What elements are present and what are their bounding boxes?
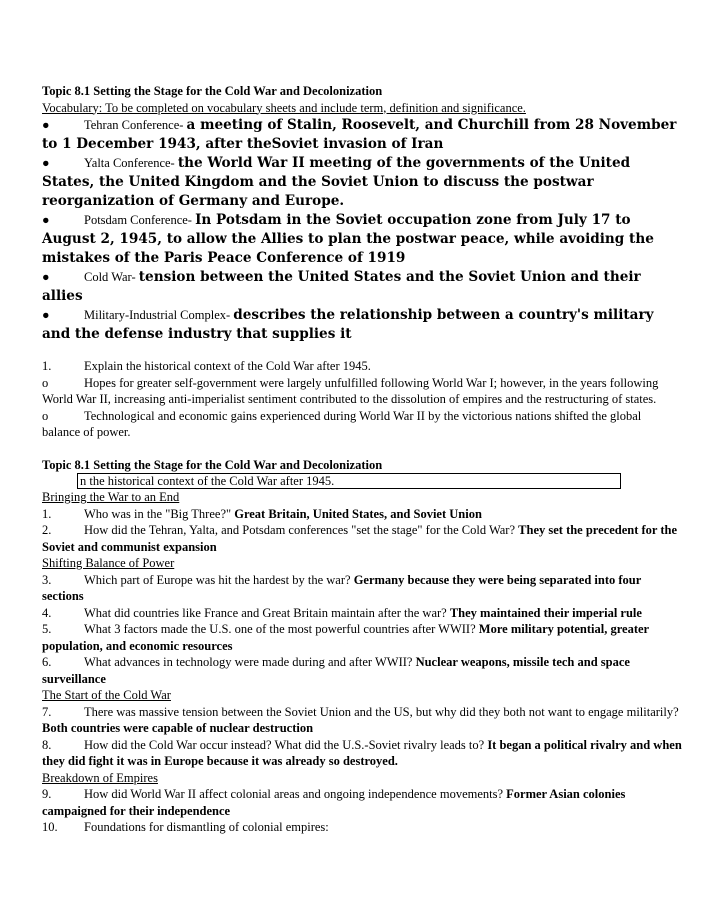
document-page (42, 83, 682, 836)
question-text: How did the Tehran, Yalta, and Potsdam conferences "set the stage" for the Cold War? (84, 523, 516, 537)
question-item (42, 522, 682, 555)
point-text: Hopes for greater self-government were largely unfulfilled following World War I; however, in the years following World War II, increasing anti-imperialist sentiment contributed to the dissolution of empires and the restructuring of states. (42, 375, 659, 406)
vocab-term: Tehran Conference- (84, 118, 184, 132)
vocab-answer: describes the relationship between a country's military and the defense industry that supplies it (42, 307, 654, 342)
question-item (42, 621, 682, 654)
answer-text: More military potential, greater population, and economic resources (42, 622, 649, 653)
question-item (42, 654, 682, 687)
question-text: What 3 factors made the U.S. one of the most powerful countries after WWII? (84, 622, 476, 636)
question-number: 2. (42, 523, 52, 537)
bullet: ● (42, 156, 50, 170)
question-number: 4. (42, 605, 52, 620)
vocab-item-yalta (42, 154, 682, 211)
vocab-term: Potsdam Conference- (84, 213, 192, 227)
point-mark: o (42, 408, 49, 423)
vocab-answer: tension between the United States and the Soviet Union and their allies (42, 269, 641, 304)
section-heading: Breakdown of Empires (42, 770, 158, 785)
question-item (42, 572, 682, 605)
question-text: How did the Cold War occur instead? What did the U.S.-Soviet rivalry leads to? (84, 737, 485, 752)
point-text: Technological and economic gains experienced during World War II by the victorious nations shifted the global balance of power. (42, 408, 642, 439)
question-text: How did World War II affect colonial areas and ongoing independence movements? (84, 787, 504, 801)
vocab-answer: a meeting of Stalin, Roosevelt, and Churchill from 28 November to 1 December 1943, after theSoviet invasion of Iran (42, 117, 677, 152)
vocab-answer: In Potsdam in the Soviet occupation zone from July 17 to August 2, 1945, to allow the Allies to plan the postwar peace, while avoiding the mistakes of the Paris Peace Conference of 1919 (42, 212, 654, 266)
boxed-context: n the historical context of the Cold War after 1945. (77, 473, 621, 489)
answer-text: Nuclear weapons, missile tech and space surveillance (42, 655, 630, 686)
answer-text: Germany because they were being separated into four sections (42, 572, 642, 603)
answer-text: Former Asian colonies campaigned for their independence (42, 787, 626, 818)
section-heading: The Start of the Cold War (42, 688, 171, 702)
question-number: 1. (42, 359, 52, 373)
vocab-answer: the World War II meeting of the governments of the United States, the United Kingdom and the Soviet Union to discuss the postwar reorganization of Germany and Europe. (42, 155, 631, 209)
question-number: 7. (42, 704, 52, 719)
bullet: ● (42, 308, 50, 322)
question-item (42, 819, 682, 836)
section1-point (42, 408, 682, 441)
answer-text: Great Britain, United States, and Soviet Union (234, 506, 482, 521)
vocab-item-tehran (42, 116, 682, 154)
section1-question (42, 358, 682, 375)
vocab-term: Yalta Conference- (84, 156, 175, 170)
section1-point (42, 375, 682, 408)
spacer (42, 441, 682, 457)
section-heading: Shifting Balance of Power (42, 556, 175, 570)
question-text: There was massive tension between the Soviet Union and the US, but why did they both not want to engage militarily? (84, 704, 679, 719)
question-text: Which part of Europe was hit the hardest by the war? (84, 572, 351, 587)
vocab-term: Cold War- (84, 270, 136, 284)
question-number: 3. (42, 572, 52, 587)
question-text: Foundations for dismantling of colonial empires: (84, 820, 329, 834)
bullet: ● (42, 118, 50, 132)
bullet: ● (42, 270, 50, 284)
answer-text: They maintained their imperial rule (449, 605, 642, 620)
question-text: What advances in technology were made during and after WWII? (84, 655, 413, 669)
question-number: 9. (42, 787, 52, 801)
point-mark: o (42, 375, 49, 390)
question-text: Explain the historical context of the Cold War after 1945. (84, 359, 371, 373)
question-item (42, 786, 682, 819)
answer-text: Both countries were capable of nuclear destruction (42, 721, 314, 735)
question-item (42, 737, 682, 770)
answer-text: It began a political rivalry and when they did fight it was in Europe because it was already so destroyed. (42, 737, 682, 768)
section-heading: Bringing the War to an End (42, 490, 180, 504)
vocab-instruction: Vocabulary: To be completed on vocabulary sheets and include term, definition and significance. (42, 100, 526, 115)
vocab-item-potsdam (42, 211, 682, 268)
question-item (42, 605, 682, 622)
vocab-item-mic (42, 306, 682, 344)
part2-title: Topic 8.1 Setting the Stage for the Cold War and Decolonization (42, 457, 383, 472)
question-number: 10. (42, 820, 58, 834)
bullet: ● (42, 213, 50, 227)
spacer (42, 344, 682, 358)
question-number: 5. (42, 622, 52, 636)
question-number: 6. (42, 655, 52, 669)
question-text: Who was in the "Big Three?" (84, 506, 232, 521)
vocab-list (42, 116, 682, 344)
question-number: 8. (42, 737, 52, 752)
question-item (42, 506, 682, 523)
question-item (42, 704, 682, 737)
answer-text: They set the precedent for the Soviet and communist expansion (42, 523, 678, 554)
question-number: 1. (42, 506, 52, 521)
question-text: What did countries like France and Great Britain maintain after the war? (84, 605, 447, 620)
vocab-term: Military-Industrial Complex- (84, 308, 231, 322)
topic-title: Topic 8.1 Setting the Stage for the Cold War and Decolonization (42, 84, 383, 98)
vocab-item-cold-war (42, 268, 682, 306)
